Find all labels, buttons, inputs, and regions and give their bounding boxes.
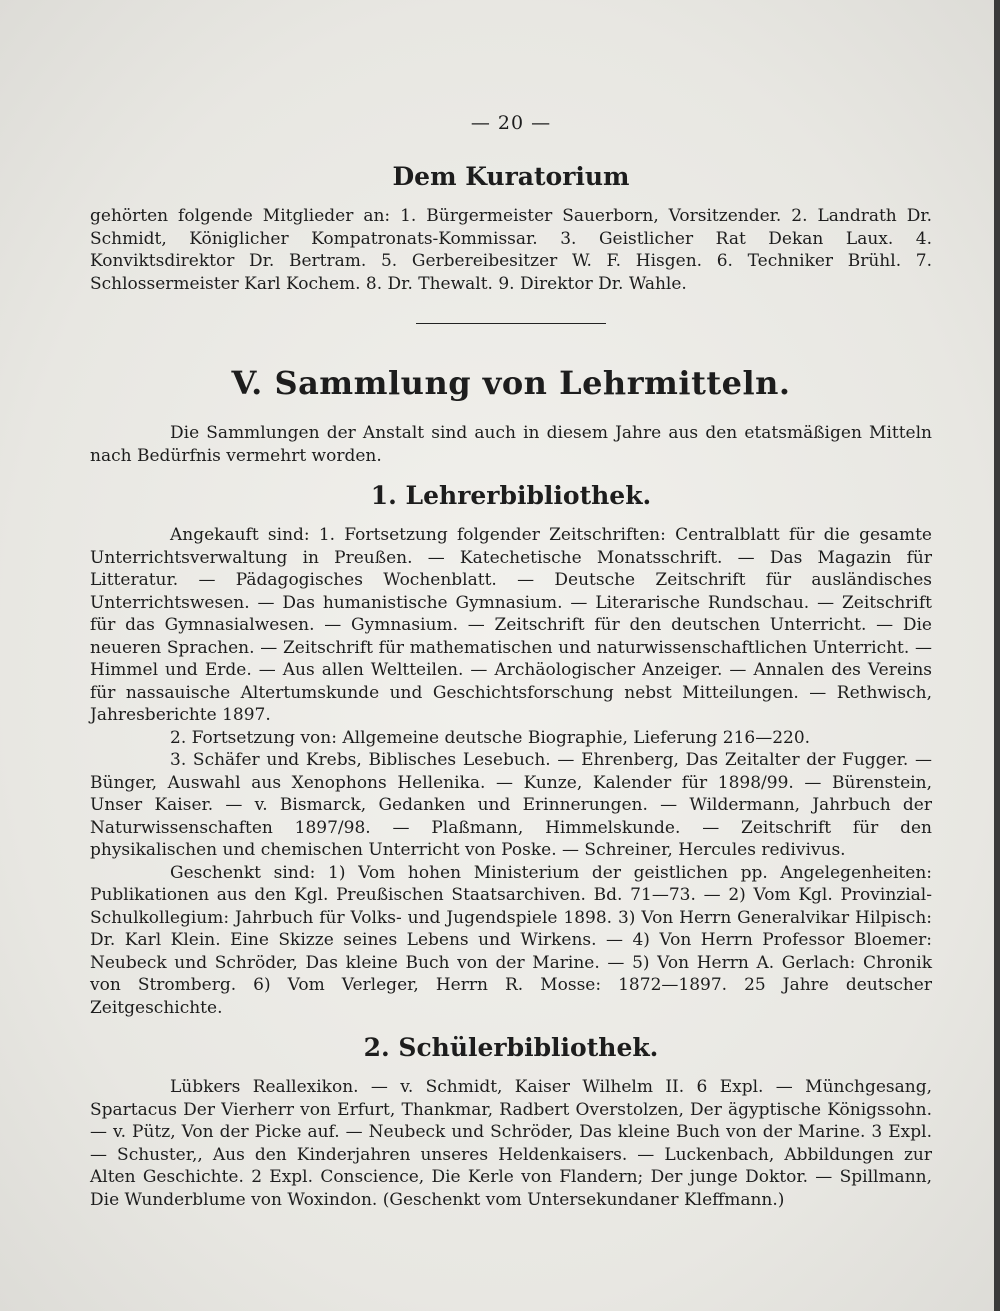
section-intro: Die Sammlungen der Anstalt sind auch in diesem Jahre aus den etatsmäßigen Mitteln nach Bedürfnis vermehrt worden. xyxy=(90,423,932,466)
lehrerbibliothek-books: 3. Schäfer und Krebs, Biblisches Lesebuch. — Ehrenberg, Das Zeitalter der Fugger. — Bünger, Auswahl aus Xenophons Hellenika. — Kunze, Kalender für 1898/99. — Bürenstein, Unser Kaiser. — v. Bismarck, Gedanken und Erinnerungen. — Wildermann, Jahrbuch der Naturwissenschaften 1897/98. — Plaßmann, Himmelskunde. — Zeitschrift für den physikalischen und chemischen Unterricht von Poske. — Schreiner, Hercules redivivus. xyxy=(90,750,932,860)
schuelerbibliothek-list: Lübkers Reallexikon. — v. Schmidt, Kaiser Wilhelm II. 6 Expl. — Münchgesang, Spartacus Der Vierherr von Erfurt, Thankmar, Radbert Overstolzen, Der ägyptische Königssohn. — v. Pütz, Von der Picke auf. — Neubeck und Schröder, Das kleine Buch von der Marine. 3 Expl. — Schuster,, Aus den Kinderjahren unseres Heldenkaisers. — Luckenbach, Abbildungen zur Alten Geschichte. 2 Expl. Conscience, Die Kerle von Flandern; Der junge Doktor. — Spillmann, Die Wunderblume von Woxindon. (Geschenkt vom Untersekundaner Kleffmann.) xyxy=(90,1077,932,1210)
lehrerbibliothek-heading: 1. Lehrerbibliothek. xyxy=(370,481,652,510)
kuratorium-members: gehörten folgende Mitglieder an: 1. Bürgermeister Sauerborn, Vorsitzender. 2. Landrath Dr. Schmidt, Königlicher Kompatronats-Kommissar. 3. Geistlicher Rat Dekan Laux. 4. Konviktsdirektor Dr. Bertram. 5. Gerbereibesitzer W. F. Hisgen. 6. Techniker Brühl. 7. Schlossermeister Karl Kochem. 8. Dr. Thewalt. 9. Direktor Dr. Wahle. xyxy=(90,206,932,294)
section-divider xyxy=(416,323,606,324)
scan-edge xyxy=(994,0,1000,1311)
lehrerbibliothek-continuation: 2. Fortsetzung von: Allgemeine deutsche Biographie, Lieferung 216—220. xyxy=(170,727,811,748)
kuratorium-heading: Dem Kuratorium xyxy=(392,162,630,191)
section-heading: V. Sammlung von Lehrmitteln. xyxy=(231,364,791,402)
lehrerbibliothek-donations: Geschenkt sind: 1) Vom hohen Ministerium der geistlichen pp. Angelegenheiten: Publikationen aus den Kgl. Preußischen Staatsarchiven. Bd. 71—73. — 2) Vom Kgl. Provinzial-Schulkollegium: Jahrbuch für Volks- und Jugendspiele 1898. 3) Von Herrn Generalvikar Hilpisch: Dr. Karl Klein. Eine Skizze seines Lebens und Wirkens. — 4) Von Herrn Professor Bloemer: Neubeck und Schröder, Das kleine Buch von der Marine. — 5) Von Herrn A. Gerlach: Chronik von Stromberg. 6) Vom Verleger, Herrn R. Mosse: 1872—1897. 25 Jahre deutscher Zeitgeschichte. xyxy=(90,862,932,1018)
schuelerbibliothek-heading: 2. Schülerbibliothek. xyxy=(363,1033,659,1062)
document-body xyxy=(90,112,932,1211)
page-number: — 20 — xyxy=(470,112,552,134)
lehrerbibliothek-purchased: Angekauft sind: 1. Fortsetzung folgender Zeitschriften: Centralblatt für die gesamte Unterrichtsverwaltung in Preußen. — Katechetische Monatsschrift. — Das Magazin für Litteratur. — Pädagogisches Wochenblatt. — Deutsche Zeitschrift für ausländisches Unterrichtswesen. — Das humanistische Gymnasium. — Literarische Rundschau. — Zeitschrift für das Gymnasialwesen. — Gymnasium. — Zeitschrift für den deutschen Unterricht. — Die neueren Sprachen. — Zeitschrift für mathematischen und naturwissenschaftlichen Unterricht. — Himmel und Erde. — Aus allen Weltteilen. — Archäologischer Anzeiger. — Annalen des Vereins für nassauische Altertumskunde und Geschichtsforschung nebst Mitteilungen. — Rethwisch, Jahresberichte 1897. xyxy=(90,525,932,725)
